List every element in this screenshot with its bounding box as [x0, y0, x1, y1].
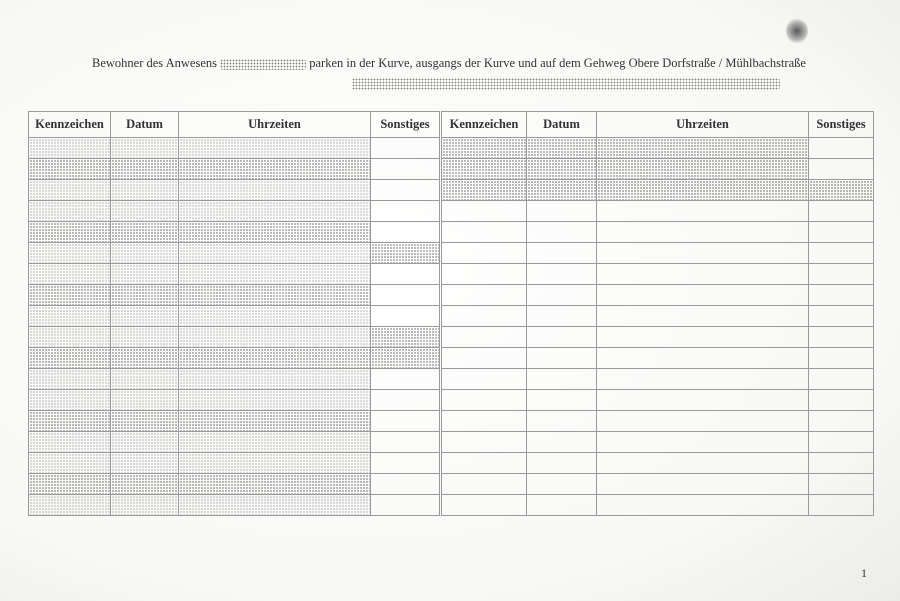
table-cell	[527, 201, 597, 222]
table-cell	[179, 180, 371, 201]
table-cell	[29, 285, 111, 306]
table-cell	[111, 390, 179, 411]
page-number: 1	[861, 566, 867, 580]
table-cell	[111, 327, 179, 348]
table-cell	[179, 495, 371, 516]
table-cell	[809, 432, 874, 453]
table-row	[29, 180, 874, 201]
table-cell	[29, 222, 111, 243]
table-cell	[29, 348, 111, 369]
table-cell	[111, 180, 179, 201]
table-cell	[441, 369, 527, 390]
table-row	[29, 306, 874, 327]
table-cell	[111, 222, 179, 243]
header-datum-2: Datum	[527, 112, 597, 138]
table-row	[29, 222, 874, 243]
table-cell	[597, 159, 809, 180]
header-uhrzeiten-2: Uhrzeiten	[597, 112, 809, 138]
table-cell	[179, 222, 371, 243]
table-cell	[597, 264, 809, 285]
table-cell	[29, 180, 111, 201]
table-cell	[29, 369, 111, 390]
table-cell	[371, 159, 441, 180]
table-cell	[597, 495, 809, 516]
table-row	[29, 390, 874, 411]
table-row	[29, 264, 874, 285]
table-cell	[527, 180, 597, 201]
table-row	[29, 327, 874, 348]
table-cell	[111, 474, 179, 495]
table-row	[29, 411, 874, 432]
document-heading	[92, 56, 806, 71]
table-cell	[179, 474, 371, 495]
table-row	[29, 285, 874, 306]
table-cell	[809, 201, 874, 222]
table-cell	[441, 138, 527, 159]
table-cell	[371, 243, 441, 264]
table-cell	[597, 432, 809, 453]
parking-log-table	[28, 111, 874, 516]
table-cell	[29, 495, 111, 516]
table-cell	[29, 390, 111, 411]
table-cell	[29, 411, 111, 432]
table-cell	[809, 159, 874, 180]
table-cell	[179, 285, 371, 306]
table-cell	[441, 390, 527, 411]
heading-suffix: parken in der Kurve, ausgangs der Kurve und auf dem Gehweg Obere Dorfstraße / Mühlbachstraße	[309, 56, 806, 70]
table-cell	[527, 495, 597, 516]
table-cell	[371, 222, 441, 243]
table-cell	[371, 306, 441, 327]
header-sonstiges: Sonstiges	[371, 112, 441, 138]
table-cell	[809, 180, 874, 201]
table-row	[29, 348, 874, 369]
header-datum: Datum	[111, 112, 179, 138]
table-cell	[597, 180, 809, 201]
table-cell	[441, 306, 527, 327]
table-cell	[29, 453, 111, 474]
table-cell	[527, 222, 597, 243]
table-cell	[179, 390, 371, 411]
table-cell	[809, 306, 874, 327]
table-cell	[597, 243, 809, 264]
table-cell	[441, 285, 527, 306]
table-row	[29, 369, 874, 390]
table-cell	[441, 453, 527, 474]
table-cell	[371, 348, 441, 369]
table-cell	[527, 264, 597, 285]
table-cell	[371, 390, 441, 411]
table-cell	[29, 432, 111, 453]
table-row	[29, 495, 874, 516]
table-cell	[371, 327, 441, 348]
table-cell	[597, 453, 809, 474]
table-cell	[111, 159, 179, 180]
table-cell	[597, 201, 809, 222]
table-cell	[441, 411, 527, 432]
table-cell	[809, 369, 874, 390]
table-cell	[111, 348, 179, 369]
table-cell	[809, 474, 874, 495]
redacted-subline	[352, 78, 780, 90]
table-cell	[179, 243, 371, 264]
table-cell	[179, 348, 371, 369]
table-cell	[111, 432, 179, 453]
table-cell	[527, 474, 597, 495]
table-row	[29, 243, 874, 264]
table-cell	[597, 222, 809, 243]
table-cell	[371, 369, 441, 390]
table-cell	[371, 264, 441, 285]
table-cell	[597, 138, 809, 159]
ink-smudge	[786, 18, 808, 44]
table-cell	[527, 411, 597, 432]
table-row	[29, 138, 874, 159]
table-cell	[111, 243, 179, 264]
table-cell	[441, 243, 527, 264]
table-cell	[597, 390, 809, 411]
table-cell	[371, 474, 441, 495]
table-cell	[441, 159, 527, 180]
table-cell	[29, 159, 111, 180]
table-cell	[371, 201, 441, 222]
table-cell	[179, 327, 371, 348]
header-sonstiges-2: Sonstiges	[809, 112, 874, 138]
table-cell	[29, 306, 111, 327]
table-cell	[809, 264, 874, 285]
table-cell	[527, 453, 597, 474]
table-cell	[179, 411, 371, 432]
table-cell	[371, 453, 441, 474]
table-cell	[441, 264, 527, 285]
table-cell	[527, 306, 597, 327]
table-row	[29, 432, 874, 453]
table-cell	[111, 306, 179, 327]
table-cell	[179, 264, 371, 285]
table-cell	[371, 180, 441, 201]
table-cell	[111, 369, 179, 390]
table-cell	[527, 285, 597, 306]
table-cell	[809, 390, 874, 411]
table-cell	[441, 201, 527, 222]
table-cell	[809, 138, 874, 159]
table-row	[29, 453, 874, 474]
table-cell	[527, 432, 597, 453]
table-cell	[179, 306, 371, 327]
table-cell	[29, 243, 111, 264]
table-cell	[441, 222, 527, 243]
table-cell	[441, 180, 527, 201]
table-cell	[597, 411, 809, 432]
table-cell	[29, 327, 111, 348]
table-cell	[371, 411, 441, 432]
table-cell	[597, 327, 809, 348]
table-cell	[441, 432, 527, 453]
table-cell	[179, 138, 371, 159]
table-cell	[179, 369, 371, 390]
table-cell	[597, 285, 809, 306]
table-cell	[111, 201, 179, 222]
table-cell	[527, 327, 597, 348]
table-cell	[809, 327, 874, 348]
table-row	[29, 201, 874, 222]
table-cell	[111, 411, 179, 432]
header-kennzeichen-2: Kennzeichen	[441, 112, 527, 138]
table-cell	[179, 432, 371, 453]
table-cell	[179, 453, 371, 474]
table-cell	[111, 264, 179, 285]
redacted-address	[220, 59, 306, 70]
table-cell	[527, 243, 597, 264]
table-header-row	[29, 112, 874, 138]
table-cell	[597, 306, 809, 327]
table-cell	[527, 390, 597, 411]
table-cell	[527, 348, 597, 369]
table-cell	[111, 453, 179, 474]
heading-prefix: Bewohner des Anwesens	[92, 56, 217, 70]
table-cell	[371, 285, 441, 306]
table-cell	[809, 285, 874, 306]
table-cell	[29, 264, 111, 285]
table-cell	[371, 138, 441, 159]
table-cell	[441, 348, 527, 369]
table-cell	[179, 201, 371, 222]
table-cell	[441, 474, 527, 495]
table-cell	[371, 432, 441, 453]
table-cell	[179, 159, 371, 180]
table-cell	[809, 222, 874, 243]
table-cell	[111, 138, 179, 159]
table-cell	[111, 285, 179, 306]
table-cell	[29, 474, 111, 495]
header-uhrzeiten: Uhrzeiten	[179, 112, 371, 138]
table-cell	[809, 348, 874, 369]
table-cell	[597, 474, 809, 495]
table-cell	[29, 201, 111, 222]
header-kennzeichen: Kennzeichen	[29, 112, 111, 138]
table-cell	[527, 138, 597, 159]
table-cell	[597, 369, 809, 390]
table-cell	[111, 495, 179, 516]
table-cell	[809, 243, 874, 264]
table-cell	[527, 369, 597, 390]
table-cell	[597, 348, 809, 369]
table-cell	[809, 453, 874, 474]
table-row	[29, 474, 874, 495]
table-cell	[441, 327, 527, 348]
table-cell	[441, 495, 527, 516]
table-row	[29, 159, 874, 180]
table-cell	[29, 138, 111, 159]
table-cell	[527, 159, 597, 180]
table-cell	[371, 495, 441, 516]
table-cell	[809, 495, 874, 516]
table-cell	[809, 411, 874, 432]
